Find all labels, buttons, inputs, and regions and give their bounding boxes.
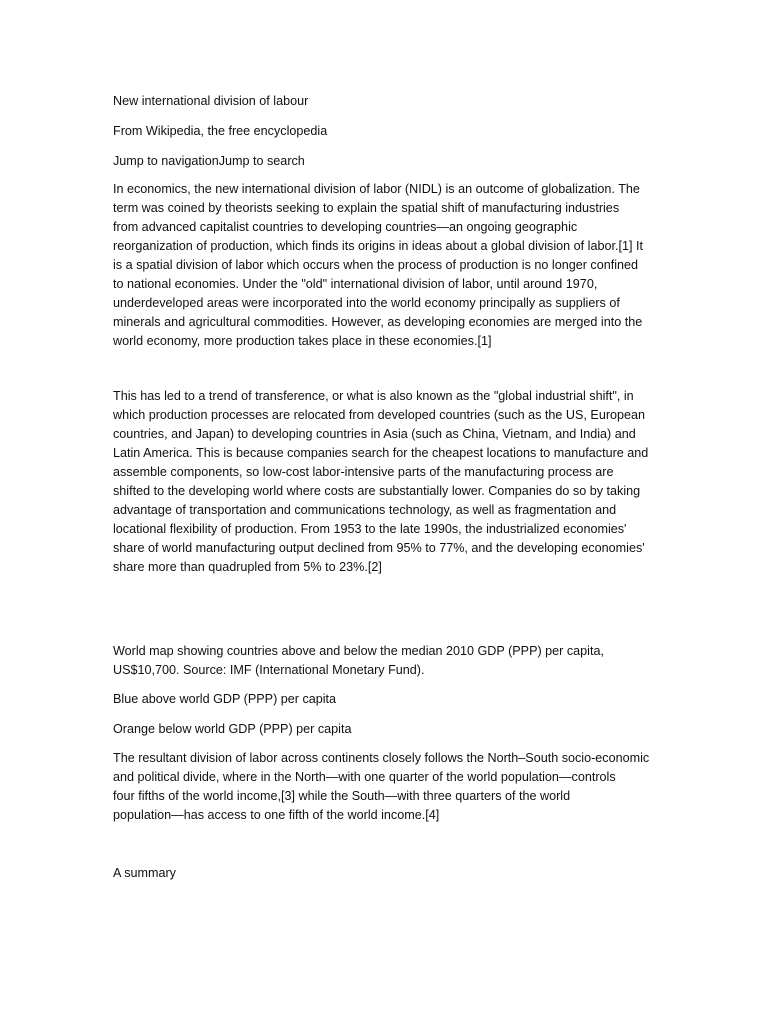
caption-line: World map showing countries above and below the median 2010 GDP (PPP) per capita, bbox=[113, 644, 604, 658]
paragraph-line: four fifths of the world income,[3] while the South—with three quarters of the world bbox=[113, 789, 571, 803]
source-line: From Wikipedia, the free encyclopedia bbox=[113, 124, 328, 138]
paragraph-line: minerals and agricultural commodities. However, as developing economies are merged into the bbox=[113, 315, 643, 329]
paragraph-line: countries, and Japan) to developing countries in Asia (such as China, Vietnam, and India) and bbox=[113, 427, 636, 441]
paragraph-line: from advanced capitalist countries to developing countries—an ongoing geographic bbox=[113, 220, 578, 234]
jump-links: Jump to navigationJump to search bbox=[113, 154, 305, 168]
paragraph-line: In economics, the new international division of labor (NIDL) is an outcome of globalization. The bbox=[113, 182, 640, 196]
paragraph-line: share of world manufacturing output declined from 95% to 77%, and the developing economies' bbox=[113, 541, 645, 555]
paragraph-line: and political divide, where in the North—with one quarter of the world population—controls bbox=[113, 770, 616, 784]
article-title: New international division of labour bbox=[113, 94, 309, 108]
paragraph-line: world economy, more production takes place in these economies.[1] bbox=[113, 334, 492, 348]
paragraph-north-south bbox=[113, 749, 658, 825]
paragraph-line: underdeveloped areas were incorporated into the world economy principally as suppliers of bbox=[113, 296, 620, 310]
paragraph-intro bbox=[113, 180, 658, 351]
legend-orange: Orange below world GDP (PPP) per capita bbox=[113, 722, 352, 736]
paragraph-line: term was coined by theorists seeking to explain the spatial shift of manufacturing industries bbox=[113, 201, 620, 215]
caption-line: US$10,700. Source: IMF (International Monetary Fund). bbox=[113, 663, 425, 677]
paragraph-industrial-shift bbox=[113, 387, 658, 577]
paragraph-line: Latin America. This is because companies search for the cheapest locations to manufacture and bbox=[113, 446, 649, 460]
legend-blue: Blue above world GDP (PPP) per capita bbox=[113, 692, 337, 706]
paragraph-line: to national economies. Under the "old" international division of labor, until around 1970, bbox=[113, 277, 598, 291]
paragraph-line: share more than quadrupled from 5% to 23%.[2] bbox=[113, 560, 382, 574]
paragraph-line: advantage of transportation and communications technology, as well as fragmentation and bbox=[113, 503, 617, 517]
paragraph-line: The resultant division of labor across continents closely follows the North–South socio-economic bbox=[113, 751, 650, 765]
paragraph-line: population—has access to one fifth of the world income.[4] bbox=[113, 808, 440, 822]
paragraph-line: which production processes are relocated from developed countries (such as the US, European bbox=[113, 408, 646, 422]
paragraph-line: locational flexibility of production. From 1953 to the late 1990s, the industrialized economies' bbox=[113, 522, 627, 536]
paragraph-line: reorganization of production, which finds its origins in ideas about a global division of labor.[1] It bbox=[113, 239, 643, 253]
paragraph-line: is a spatial division of labor which occurs when the process of production is no longer confined bbox=[113, 258, 639, 272]
paragraph-line: shifted to the developing world where costs are substantially lower. Companies do so by taking bbox=[113, 484, 641, 498]
paragraph-line: This has led to a trend of transference, or what is also known as the "global industrial shift", in bbox=[113, 389, 634, 403]
paragraph-line: assemble components, so low-cost labor-intensive parts of the manufacturing process are bbox=[113, 465, 614, 479]
section-heading-summary: A summary bbox=[113, 866, 176, 880]
map-caption bbox=[113, 642, 658, 680]
